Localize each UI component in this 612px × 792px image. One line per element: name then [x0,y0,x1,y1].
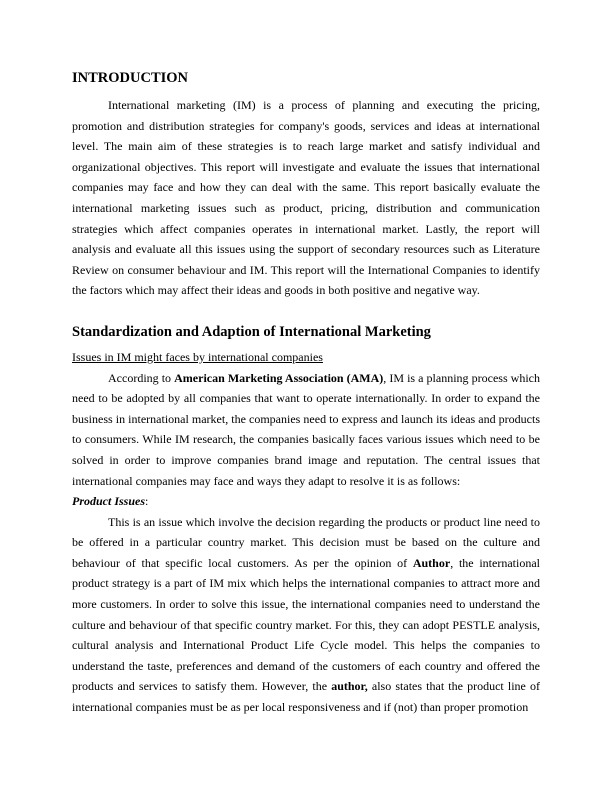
product-issues-title: Product Issues [72,494,146,509]
product-text-b: , the international product strategy is a part of IM mix which helps the international companies to attract more and more customers. In order to solve this issue, the international companies need to understand the culture and behaviour of that specific country market. For this, they can adopt PESTLE analysis, cultural analysis and International Product Life Cycle model. This helps the companies to understand the taste, preferences and demand of the customers of each country and offered the products and services to satisfy them. However, the [72,555,540,694]
ama-text-b: , IM is a planning process which need to be adopted by all companies that want to operate internationally. In order to expand the business in international market, the companies need to express and launch its ideas and products to consumers. While IM research, the companies basically faces various issues which need to be solved in order to improve companies brand image and reputation. The central issues that international companies may face and ways they adapt to resolve it is as follows: [72,370,541,488]
section-subheading: Issues in IM might faces by international companies [72,349,323,364]
product-issues-label [72,491,540,512]
author-bold-1: Author [412,555,451,570]
introduction-heading: INTRODUCTION [72,70,189,86]
product-text-a: This is an issue which involve the decision regarding the products or product line need to be offered in a particular country market. This decision must be based on the culture and behaviour of that specific local customers. As per the opinion of [72,514,540,570]
product-text-c: also states that the product line of international companies must be as per local responsiveness and if (not) than proper promotion [72,679,540,715]
introduction-paragraph: International marketing (IM) is a process of planning and executing the pricing, promotion and distribution strategies for company's goods, services and ideas at international level. The main aim of these strategies is to reach large market and satisfy individual and organizational objectives. This report will investigate and evaluate the issues that international companies may face and how they can deal with the same. This report basically evaluate the international marketing issues such as product, pricing, distribution and communication strategies which affect companies operates in international market. Lastly, the report will analysis and evaluate all this issues using the support of secondary resources such as Literature Review on consumer behaviour and IM. This report will the International Companies to identify the factors which may affect their ideas and goods in both positive and negative way. [72,98,540,298]
ama-paragraph [72,368,540,492]
page-content [72,68,540,718]
section-heading: Standardization and Adaption of International Marketing [72,323,431,340]
product-paragraph [72,512,540,718]
ama-bold: American Marketing Association (AMA) [174,370,384,385]
ama-text-a: According to [108,370,175,385]
author-bold-2: author, [331,679,368,694]
product-issues-colon: : [145,494,149,509]
